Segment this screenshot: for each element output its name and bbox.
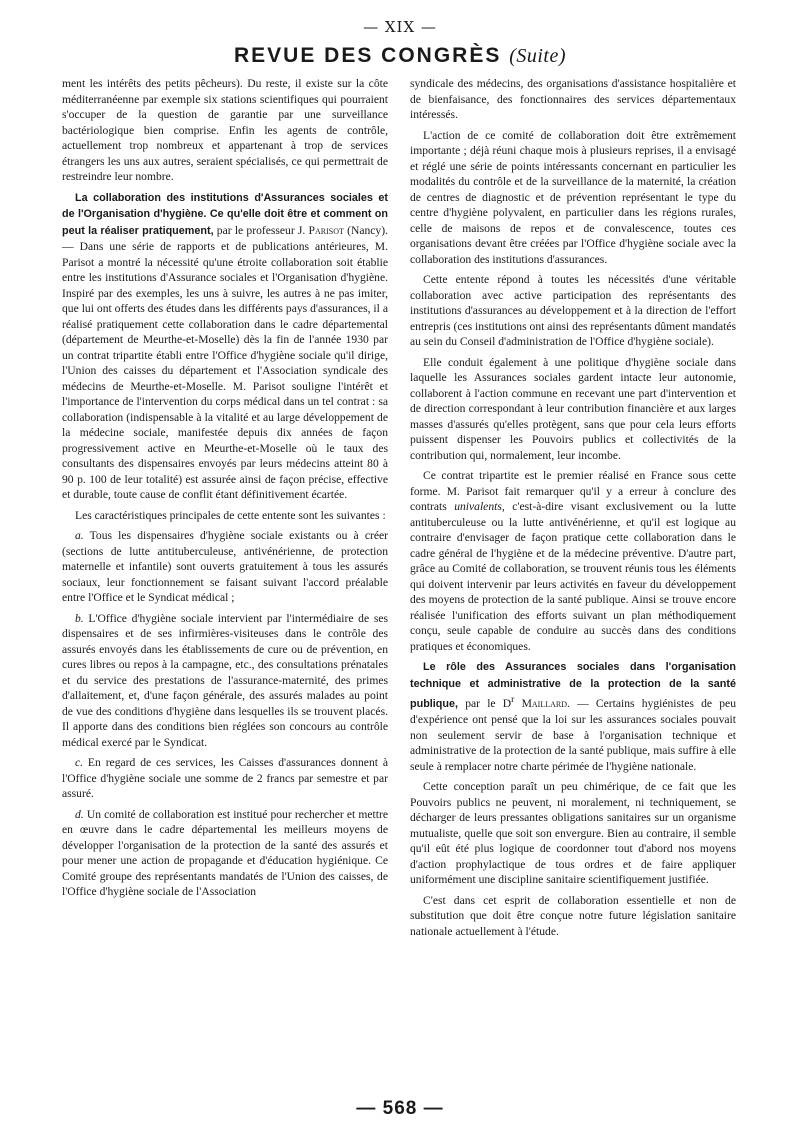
paragraph: syndicale des médecins, des organisations d'assistance hospitalière et de bienfaisance, des fonctionnaires des services départementaux intéressés. (410, 77, 736, 121)
page-number: — 568 — (356, 1098, 444, 1119)
header-suffix: (Suite) (509, 45, 567, 67)
paragraph: L'action de ce comité de collaboration doit être extrêmement importante ; déjà réuni chaque mois à plusieurs reprises, il a envisagé et réglé une série de points intéressants concernant en particulier les modalités du contrôle et de la surveillance de la maternité, la création de centres de diagnostic et de prévention représentant le type du centre d'hygiène polyvalent, en particulier dans les régions rurales, celle de maisons de repos et de convalescence, toutes ces organisations devant être créées par l'Office d'hygiène sociale avec la collaboration des institutions d'assurances. (410, 128, 736, 266)
roman-page-number: — XIX — (363, 18, 437, 36)
section-paragraph-maillard: Le rôle des Assurances sociales dans l'organisation technique et administrative de la protection de la santé publique, par le $D^r$ Maillard. — Certains hygiénistes de peu d'expérience ont pensé que la loi sur les assurances sociales pouvait non seulement servir de base à l'organisation technique et administrative de la protection de la santé publique, mais suffire à elle seule à remplacer notre charte périmée de l'hygiène nationale. (410, 661, 736, 773)
header-title: REVUE DES CONGRÈS (233, 44, 502, 67)
paragraph: Elle conduit également à une politique d'hygiène sociale dans laquelle les Assurances sociales gardent intacte leur autonomie, collaborent à l'action commune en recevant une part d'intervention et de direction correspondant à leur contribution financière et aux larges masses d'assurés qu'elles protègent, sans que pour cela leurs efforts puissent dispenser les Pouvoirs publics et collectivités de la contribution qui, normalement, leur incombe. (410, 355, 736, 462)
paragraph: Ce contrat tripartite est le premier réalisé en France sous cette forme. M. Parisot fait remarquer qu'il y a erreur à conclure des contrats univalents, c'est-à-dire visant exclusivement ou la lutte antituberculeuse ou la lutte antivénérienne, et qu'il est logique au contraire d'envisager de façon pratique cette collaboration dans le cadre général de l'hygiène et de la médecine préventive. D'autre part, grâce au Comité de collaboration, se trouvent réunis tous les éléments qui doivent intervenir par leurs activités en faveur du développement des moyens de protection de la santé publique. Ainsi se trouve encore réalisée l'unification des efforts suivant un plan méthodiquement conçu, seule capable de conduire au succès dans des conditions pratiques et économiques. (410, 469, 736, 653)
list-item-b: b. L'Office d'hygiène sociale intervient par l'intermédiaire de ses dispensaires et de ses infirmières-visiteuses dans le contrôle des assurés envoyés dans les établissements de cure ou de prévention, en cures libres ou repos à la campagne, etc., des consultations prénatales et du service des prestations de l'assurance-maternité, des primes d'allaitement, et, d'une façon générale, des assurés malades au point de vue des conditions d'hygiène dans lesquelles ils se trouvent placés. Il apporte dans des conditions bien réglées son concours au contrôle médical exercé par le Syndicat. (62, 611, 388, 749)
section-title: Le rôle des Assurances sociales dans l'organisation technique et administrative de la protection de la santé publique, (410, 661, 736, 710)
list-item-c: c. En regard de ces services, les Caisses d'assurances donnent à l'Office d'hygiène sociale une somme de 2 francs par semestre et par assuré. (62, 756, 388, 800)
author-name: Parisot (308, 223, 344, 237)
list-item-a: a. Tous les dispensaires d'hygiène sociale existants ou à créer (sections de lutte antituberculeuse, antivénérienne, de protection maternelle et infantile) sont ouverts gratuitement à tous les assurés sociaux, leur fonctionnement se faisant suivant l'accord préalable entre l'Office et le Syndicat médical ; (62, 529, 388, 604)
right-column (410, 76, 736, 944)
left-column (62, 76, 388, 905)
section-paragraph-parisot: La collaboration des institutions d'Assurances sociales et de l'Organisation d'hygiène. Ce qu'elle doit être et comment on peut la réaliser pratiquement, par le professeur J. Parisot (Nancy). — Dans une série de rapports et de publications antérieures, M. Parisot a montré la nécessité qu'une étroite collaboration soit établie entre les institutions d'Assurance sociales et l'Organisation d'hygiène. Inspiré par des exemples, les uns à suivre, les autres à ne pas imiter, que lui ont offerts des études dans les différents pays d'assurances, il a réalisé pratiquement cette collaboration dans le cadre départemental (département de Meurthe-et-Moselle) dès la fin de l'année 1930 par un contrat tripartite établi entre l'Office d'hygiène sociale qu'il dirige, l'Union des caisses du département et l'Association syndicale des médecins de Meurthe-et-Moselle. M. Parisot souligne l'intérêt et l'importance de l'intervention du corps médical dans un tel contrat : sa collaboration (indispensable à la vitalité et au large développement de la médecine sociale, manifestée depuis dix années de façon progressivement active en Meurthe-et-Moselle où le taux des consultants des dispensaires envoyés par leurs médecins atteint 80 à 90 p. 100 de leur totalité) est assurée ainsi de façon précise, effective et durable, toute cause de conflit étant définitivement écartée. (62, 191, 388, 501)
paragraph: ment les intérêts des petits pêcheurs). Du reste, il existe sur la côte méditerranéenne par exemple six stations scientifiques qui pourraient s'occuper de la question de garantie par une surveillance bactériologique bien comprise. Enfin les agents de contrôle, actuellement trop nombreux et appartenant à trop de services étrangers les uns aux autres, seraient spécialisés, ce qui permettrait de restreindre leur nombre. (62, 77, 388, 183)
paragraph: Les caractéristiques principales de cette entente sont les suivantes : (75, 508, 386, 522)
paragraph: Cette entente répond à toutes les nécessités d'une véritable collaboration avec active participation des représentants des institutions d'assurances au développement et à la direction de l'effort entrepris (ces institutions ont ainsi des représentants dûment mandatés au sein du Conseil d'administration de l'Office d'hygiène sociale). (410, 273, 736, 348)
list-item-d: d. Un comité de collaboration est institué pour rechercher et mettre en œuvre dans le cadre départemental les meilleurs moyens de développer l'organisation de la protection de la santé des assurés et pour mener une action de propagande et d'éducation hygiénique. Ce Comité groupe des représentants mandatés de l'Union des caisses, de l'Office d'hygiène sociale de l'Association (62, 807, 388, 898)
paragraph: C'est dans cet esprit de collaboration essentielle et non de substitution que doit être conçue notre future législation sanitaire nationale actuellement à l'étude. (410, 893, 736, 938)
page-header (0, 44, 800, 68)
section-title: La collaboration des institutions d'Assurances sociales et de l'Organisation d'hygiène. Ce qu'elle doit être et comment on peut la réaliser pratiquement, (62, 191, 388, 237)
author-name: Maillard. (514, 696, 570, 710)
paragraph: Cette conception paraît un peu chimérique, de ce fait que les Pouvoirs publics ne peuvent, ni moralement, ni techniquement, se décharger de leurs pressantes obligations sanitaires sur un organisme mutualiste, quelle que soit son envergure. Bien au contraire, il semble qu'il eût été plus logique de coordonner tout d'abord nos moyens d'action prophylactique de tous ordres et de faire appliquer uniformément une discipline sanitaire scientifiquement justifiée. (410, 780, 736, 887)
